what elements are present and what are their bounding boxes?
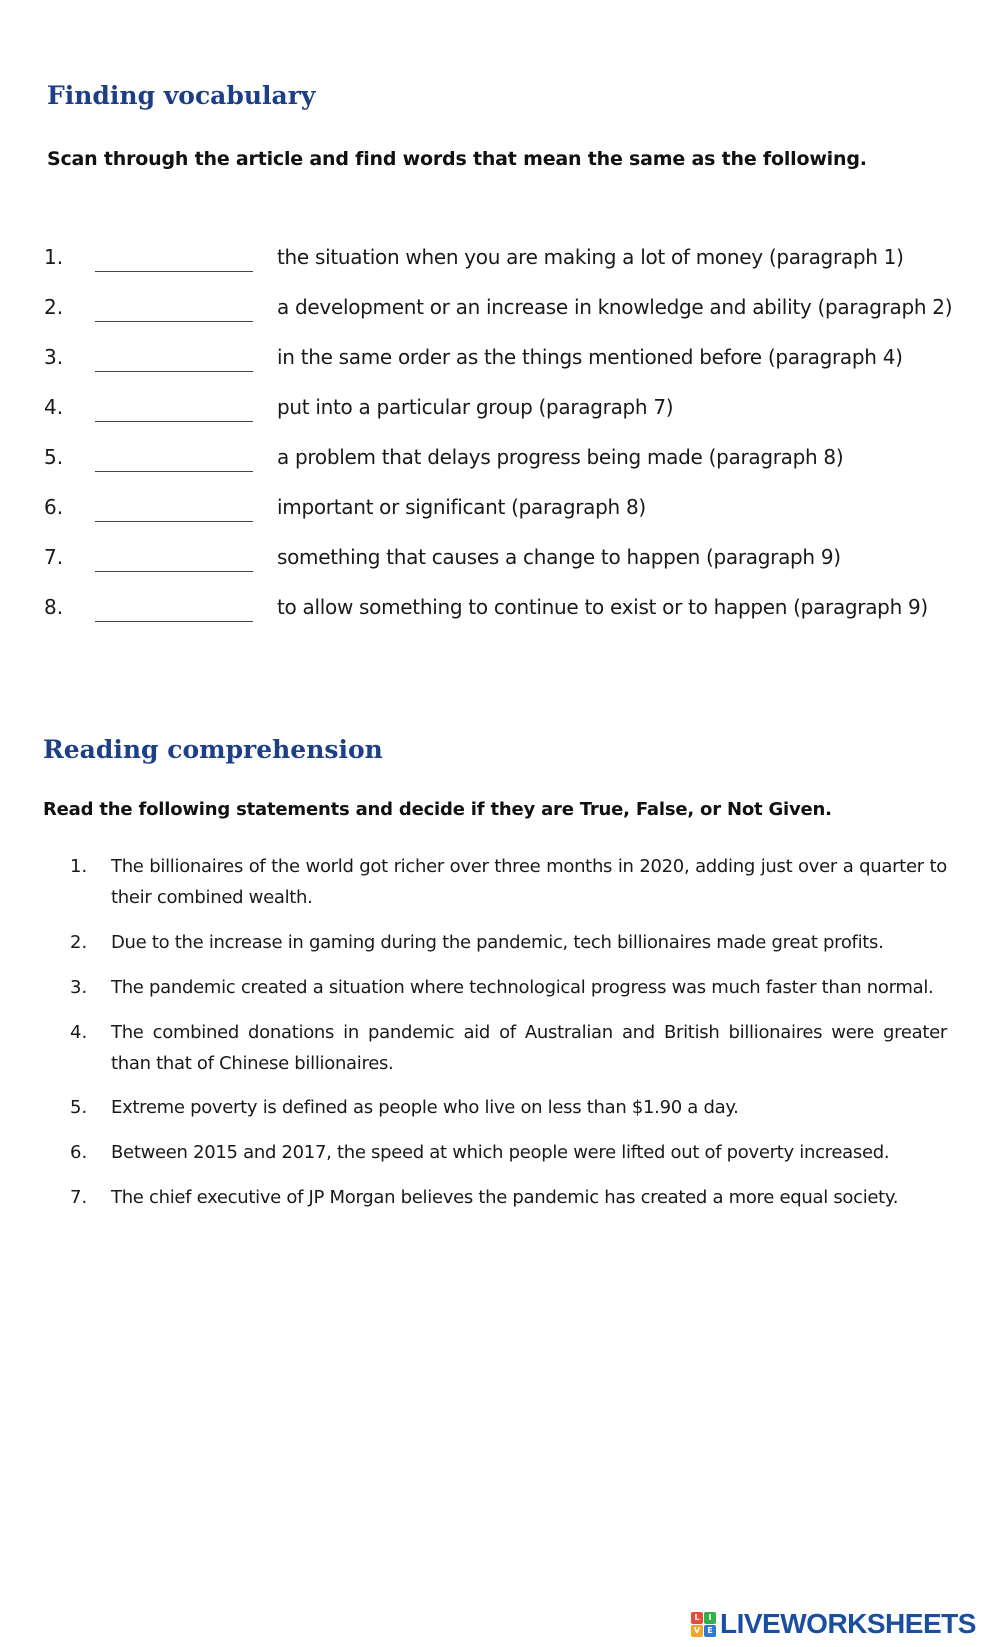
statement-number: 6.: [70, 1142, 88, 1163]
liveworksheets-logo-text: LIVEWORKSHEETS: [720, 1608, 976, 1639]
answer-blank-5[interactable]: [95, 471, 253, 472]
vocabulary-definition: to allow something to continue to exist or to happen (paragraph 9): [277, 595, 928, 619]
vocabulary-item: [0, 491, 1000, 531]
answer-blank-8[interactable]: [95, 621, 253, 622]
liveworksheets-logo-icon: [691, 1612, 716, 1637]
answer-blank-1[interactable]: [95, 271, 253, 272]
vocabulary-definition: the situation when you are making a lot of money (paragraph 1): [277, 245, 904, 269]
statement-number: 7.: [70, 1187, 88, 1208]
statement-text: Extreme poverty is defined as people who live on less than $1.90 a day.: [111, 1097, 739, 1118]
vocabulary-item: [0, 391, 1000, 431]
liveworksheets-logo: [691, 1610, 976, 1638]
reading-instruction: Read the following statements and decide if they are True, False, or Not Given.: [43, 799, 832, 820]
statement-text: The pandemic created a situation where technological progress was much faster than normal.: [111, 977, 934, 998]
vocabulary-definition: put into a particular group (paragraph 7): [277, 395, 674, 419]
statement-number: 1.: [70, 856, 88, 877]
logo-square: V: [691, 1625, 703, 1637]
vocabulary-item: [0, 341, 1000, 381]
statement-number: 3.: [70, 977, 88, 998]
vocabulary-item-number: 7.: [44, 545, 64, 569]
answer-blank-2[interactable]: [95, 321, 253, 322]
vocabulary-item-number: 2.: [44, 295, 64, 319]
vocabulary-item-number: 8.: [44, 595, 64, 619]
statement-number: 2.: [70, 932, 88, 953]
vocabulary-item-number: 3.: [44, 345, 64, 369]
answer-blank-7[interactable]: [95, 571, 253, 572]
vocabulary-definition: a development or an increase in knowledge and ability (paragraph 2): [277, 295, 953, 319]
vocabulary-item: [0, 291, 1000, 331]
vocabulary-item-number: 4.: [44, 395, 64, 419]
statement-text: Between 2015 and 2017, the speed at which people were lifted out of poverty increased.: [111, 1142, 890, 1163]
logo-square: E: [704, 1625, 716, 1637]
vocabulary-item-number: 5.: [44, 445, 64, 469]
vocabulary-item-number: 6.: [44, 495, 64, 519]
reading-section-title: Reading comprehension: [43, 735, 383, 764]
vocabulary-definition: something that causes a change to happen (paragraph 9): [277, 545, 841, 569]
statement-text: The billionaires of the world got richer over three months in 2020, adding just over a quarter to their combined wealth.: [111, 856, 947, 908]
vocabulary-item-number: 1.: [44, 245, 64, 269]
answer-blank-6[interactable]: [95, 521, 253, 522]
logo-square: L: [691, 1612, 703, 1624]
vocabulary-item: [0, 541, 1000, 581]
statement-text: The combined donations in pandemic aid of Australian and British billionaires were greater than that of Chinese billionaires.: [111, 1022, 947, 1074]
vocabulary-section-title: Finding vocabulary: [47, 81, 316, 110]
statement-text: The chief executive of JP Morgan believes the pandemic has created a more equal society.: [111, 1187, 899, 1208]
vocabulary-item: [0, 441, 1000, 481]
vocabulary-definition: in the same order as the things mentioned before (paragraph 4): [277, 345, 903, 369]
vocabulary-item: [0, 241, 1000, 281]
answer-blank-3[interactable]: [95, 371, 253, 372]
vocabulary-item: [0, 591, 1000, 631]
statement-text: Due to the increase in gaming during the pandemic, tech billionaires made great profits.: [111, 932, 884, 953]
statement-number: 5.: [70, 1097, 88, 1118]
vocabulary-definition: important or significant (paragraph 8): [277, 495, 646, 519]
vocabulary-definition: a problem that delays progress being made (paragraph 8): [277, 445, 844, 469]
answer-blank-4[interactable]: [95, 421, 253, 422]
logo-square: I: [704, 1612, 716, 1624]
vocabulary-instruction: Scan through the article and find words that mean the same as the following.: [47, 148, 867, 170]
statement-number: 4.: [70, 1022, 88, 1043]
